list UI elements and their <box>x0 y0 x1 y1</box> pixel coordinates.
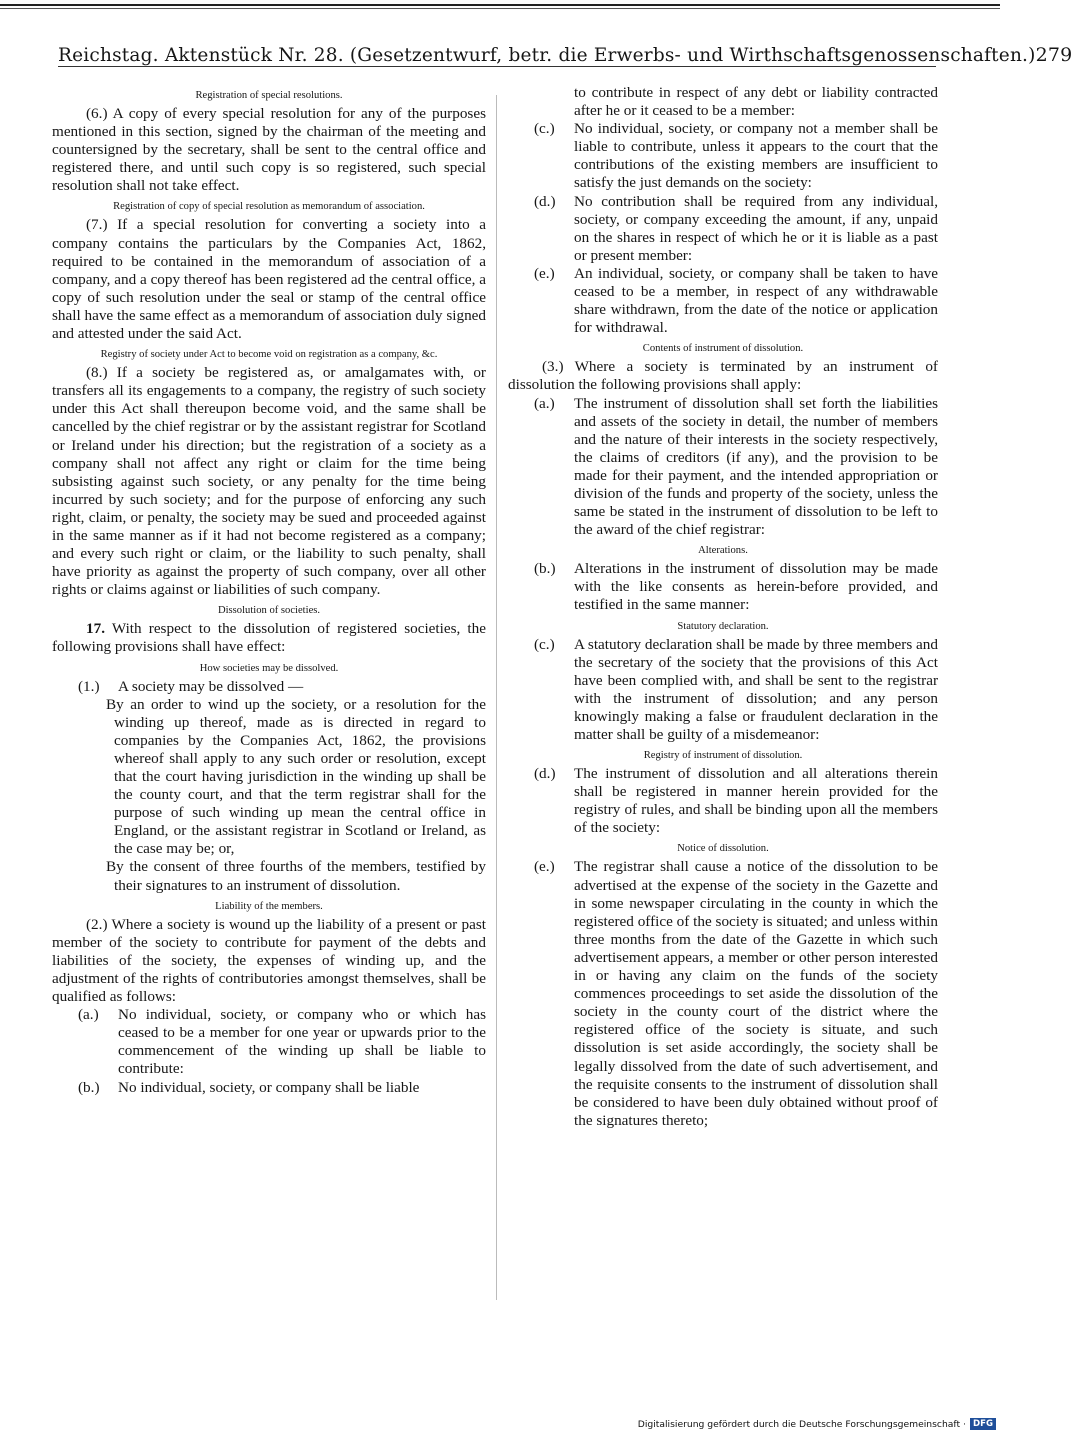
paragraph: (7.) If a special resolution for converting a society into a company contains the particulars by the Companies Act, 1862, required to be contained in the memorandum of association of a company, and a copy thereof has been registered ad the central office, a copy of such resolution under the seal or stamp of the central office shall have the same effect as a memorandum of association duly signed and attested under the said Act. <box>52 216 486 343</box>
clause-label: (a.) <box>78 1006 99 1024</box>
dfg-logo: DFG <box>970 1418 996 1430</box>
sub-clause: By the consent of three fourths of the members, testified by their signatures to an instrument of dissolution. <box>106 858 486 894</box>
paragraph <box>52 620 486 656</box>
header-title: Reichstag. Aktenstück Nr. 28. (Gesetzentwurf, betr. die Erwerbs- und Wirthschaftsgenossenschaften.) <box>58 45 1036 66</box>
paragraph: (3.) Where a society is terminated by an instrument of dissolution the following provisions shall apply: <box>508 358 938 394</box>
clause-text: Alterations in the instrument of dissolution may be made with the like consents as herein-before provided, and testified in the same manner: <box>574 560 938 614</box>
side-note: How societies may be dissolved. <box>199 662 339 674</box>
clause-text: No contribution shall be required from any individual, society, or company exceeding the amount, if any, unpaid on the shares in respect of which he or it is liable as a past or present member: <box>574 192 938 264</box>
clause-text: A statutory declaration shall be made by three members and the secretary of the society that the provisions of this Act have been complied with, and shall be sent to the registrar with the instrument of dissolution; and any person knowingly making a false or fraudulent declaration in the matter shall be guilty of a misdemeanor: <box>574 635 938 743</box>
clause-label: (c.) <box>534 120 555 138</box>
clause-label: (a.) <box>534 394 555 412</box>
side-note: Statutory declaration. <box>677 620 769 632</box>
clause-label: (d.) <box>534 192 556 210</box>
side-note: Registration of special resolutions. <box>195 90 343 101</box>
top-border-line-thin <box>0 8 1000 9</box>
clause-label: (b.) <box>534 560 556 578</box>
paragraph-text: With respect to the dissolution of registered societies, the following provisions shall have effect: <box>52 620 486 656</box>
clause-text: No individual, society, or company who or which has ceased to be a member for one year or upwards prior to the commencement of the winding up shall be liable to contribute: <box>118 1006 486 1078</box>
side-note: Dissolution of societies. <box>217 605 321 617</box>
clause-label: (c.) <box>534 635 555 653</box>
clause-label: (e.) <box>534 264 555 282</box>
clause <box>534 120 938 192</box>
clause <box>534 858 938 1129</box>
header-rule <box>58 66 936 67</box>
clause <box>78 1079 486 1097</box>
clause-label: (b.) <box>78 1078 100 1096</box>
paragraph-continued: to contribute in respect of any debt or liability contracted after he or it ceased to be a member: <box>574 84 938 120</box>
clause <box>534 765 938 837</box>
clause <box>534 560 938 614</box>
clause <box>534 636 938 745</box>
column-divider <box>496 95 497 1300</box>
clause <box>534 193 938 265</box>
clause-label: (1.) <box>78 677 100 695</box>
running-header <box>58 36 1072 66</box>
section-number: 17. <box>86 620 105 638</box>
digitization-footer <box>600 1418 996 1430</box>
clause-text: No individual, society, or company not a member shall be liable to contribute, unless it appears to the court that the contributions of the existing members are insufficient to satisfy the just demands on the society: <box>574 120 938 192</box>
footer-text: Digitalisierung gefördert durch die Deutsche Forschungsgemeinschaft · <box>637 1418 966 1430</box>
paragraph: (2.) Where a society is wound up the liability of a present or past member of the society to contribute for payment of the debts and liabilities of the society, the expenses of winding up, and the adjustment of the rights of contributories amongst themselves, shall be qualified as follows: <box>52 915 486 1006</box>
clause-text: A society may be dissolved — <box>118 677 304 695</box>
side-note: Registry of society under Act to become void on registration as a company, &c. <box>100 349 438 361</box>
side-note: Registry of instrument of dissolution. <box>643 750 803 762</box>
side-note: Alterations. <box>698 545 748 557</box>
side-note: Registration of copy of special resolution as memorandum of association. <box>113 201 425 213</box>
clause-label: (e.) <box>534 858 555 876</box>
clause-text: The instrument of dissolution and all alterations therein shall be registered in manner herein provided for the registry of rules, and shall be binding upon all the members of the society: <box>574 765 938 837</box>
clause-text: An individual, society, or company shall be taken to have ceased to be a member, in respect of any withdrawable share withdrawn, from the date of the notice or application for withdrawal. <box>574 264 938 337</box>
clause-text: The instrument of dissolution shall set forth the liabilities and assets of the society in detail, the number of members and the nature of their interests in the society respectively, the claims of creditors (if any), and the provision to be made for their payment, and the intended appropriation or division of the funds and property of the society, unless the same be stated in the instrument of dissolution to be left to the award of the chief registrar: <box>574 394 938 539</box>
clause <box>534 265 938 337</box>
clause-text: No individual, society, or company shall be liable <box>118 1078 420 1096</box>
paragraph: (6.) A copy of every special resolution for any of the purposes mentioned in this section, signed by the chairman of the meeting and countersigned by the secretary, shall be sent to the central office and registered there, and until such copy is so registered, such special resolution shall not take effect. <box>52 105 486 195</box>
clause <box>78 1006 486 1078</box>
top-border-line <box>0 4 1000 6</box>
left-column <box>52 84 486 1097</box>
page-number: 279 <box>1035 44 1072 66</box>
clause <box>534 395 938 540</box>
right-column <box>508 84 938 1130</box>
sub-clause: By an order to wind up the society, or a resolution for the winding up thereof, made as is directed in regard to companies by the Companies Act, 1862, the provisions whereof shall apply to any such order or resolution, except that the court having jurisdiction in the winding up shall be the county court, and that the term registrar shall for the purpose of such winding up mean the central office in England, or the assistant registrar in Scotland or Ireland, as the case may be; or, <box>106 695 486 858</box>
side-note: Liability of the members. <box>215 900 323 912</box>
side-note: Notice of dissolution. <box>677 843 769 855</box>
side-note: Contents of instrument of dissolution. <box>642 343 804 355</box>
clause <box>78 678 486 696</box>
clause-label: (d.) <box>534 765 556 783</box>
paragraph: (8.) If a society be registered as, or amalgamates with, or transfers all its engagements to a company, the registry of such society under this Act shall thereupon become void, and the same shall be cancelled by the chief registrar or by the assistant registrar for Scotland or Ireland under his direction; but the registration of a society as a company shall not affect any right or claim for the time being subsisting against such society, or any penalty for the time being incurred by such society; and for the purpose of enforcing any such right, claim, or penalty, the society may be sued and proceeded against in the same manner as if it had not become registered as a company; and every such right or claim, or the liability to such penalty, shall have priority as against the property of such company, over all other rights or claims against or liabilities of such company. <box>52 364 486 599</box>
clause-text: The registrar shall cause a notice of the dissolution to be advertised at the expense of the society in the Gazette and in some newspaper circulating in the county in which the registered office of the society is situated; and unless within three months from the date of the Gazette in which such advertisement appears, a member or other person interested in or having any claim on the funds of the society commences proceedings to set aside the dissolution of the society in the county court of the district where the registered office of the society is situate, and such dissolution is set aside accordingly, the society shall be legally dissolved from the date of such advertisement, and the requisite consents to the instrument of dissolution shall be considered to have been duly obtained without proof of the signatures thereto; <box>574 858 938 1129</box>
